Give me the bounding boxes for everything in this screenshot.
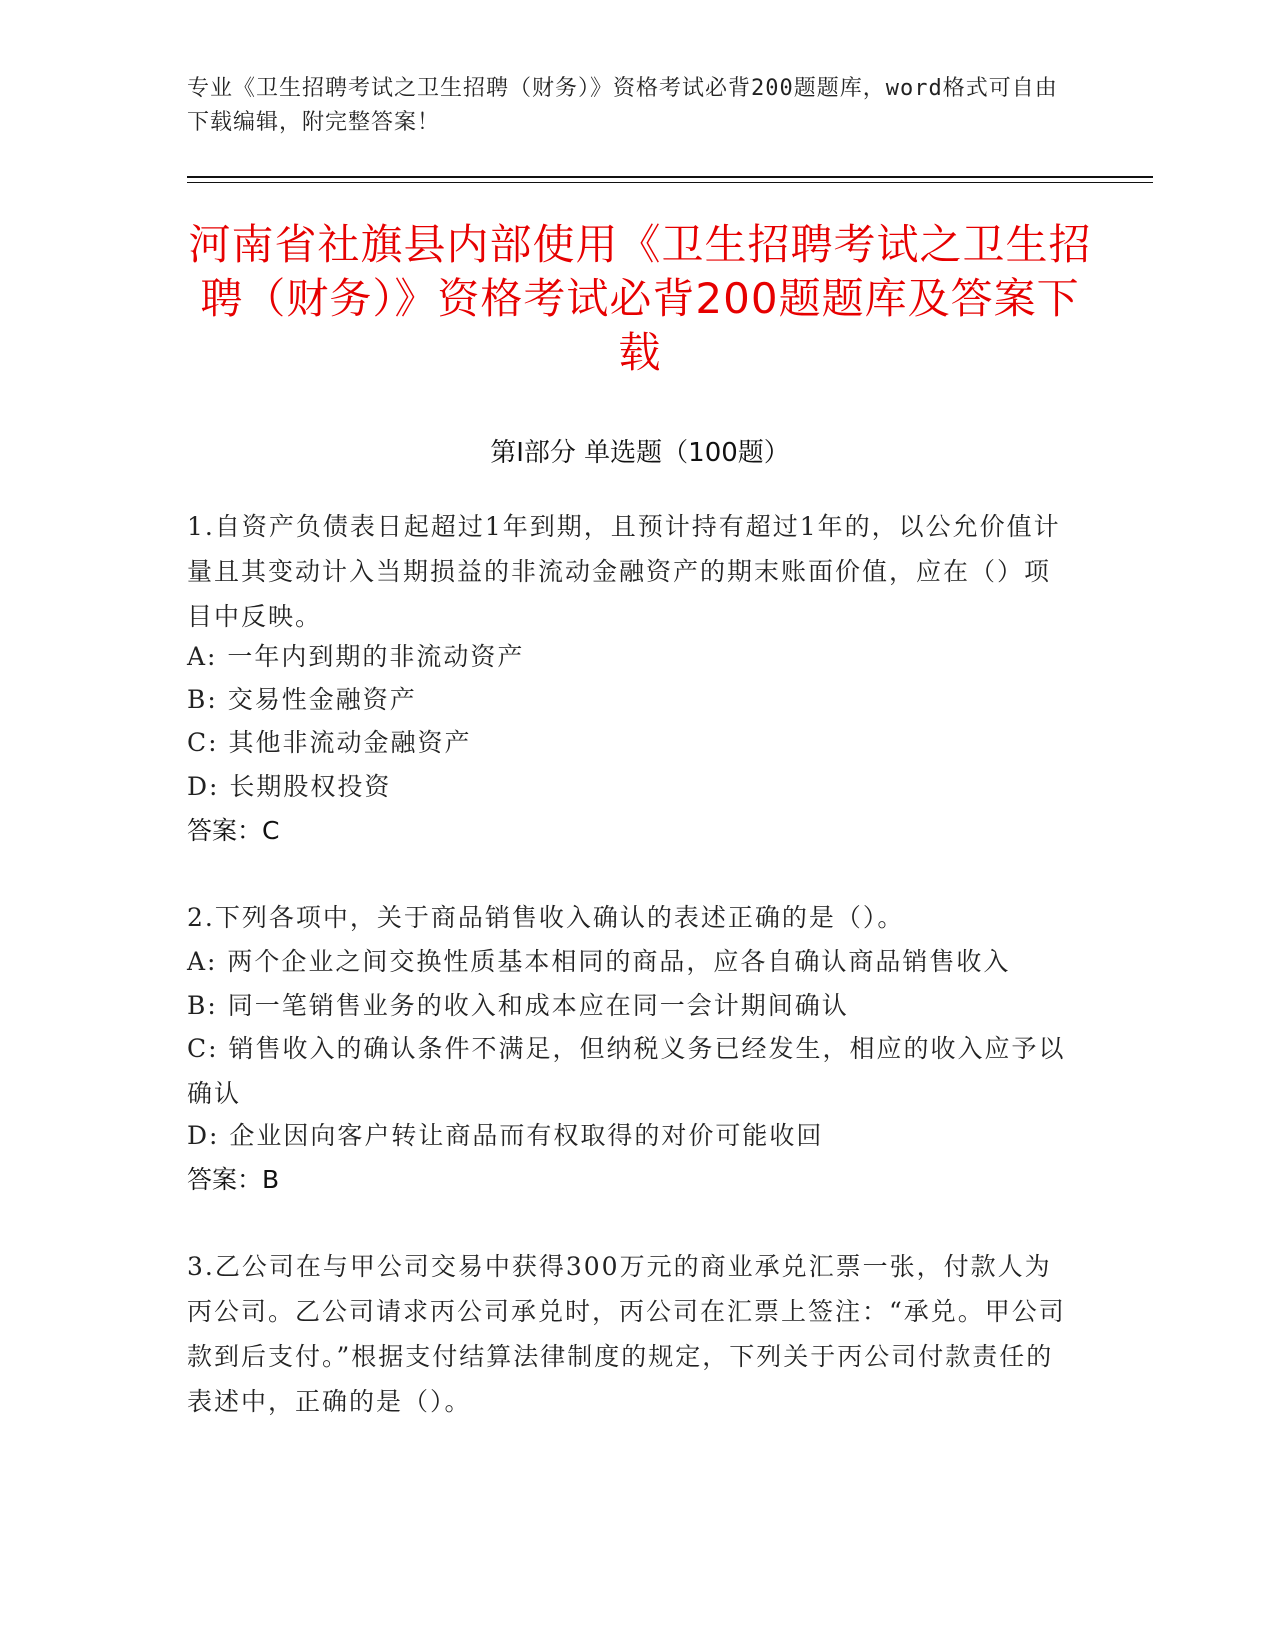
question-1-option-c: C: 其他非流动金融资产 [187,728,472,757]
question-2-option-b: B: 同一笔销售业务的收入和成本应在同一会计期间确认 [187,991,849,1020]
question-1-option-d: D: 长期股权投资 [187,772,392,801]
question-2-option-c: C: 销售收入的确认条件不满足，但纳税义务已经发生，相应的收入应予以确认 [187,1034,1066,1108]
question-2-answer: 答案：B [187,1165,280,1194]
header-divider-thick [187,176,1153,178]
question-2-text: 2.下列各项中，关于商品销售收入确认的表述正确的是（）。 [187,903,905,932]
question-1-text: 1.自资产负债表日起超过1年到期，且预计持有超过1年的，以公允价值计量且其变动计入当期损益的非流动金融资产的期末账面价值，应在（）项目中反映。 [187,512,1061,631]
header-note: 专业《卫生招聘考试之卫生招聘（财务）》资格考试必背200题题库，word格式可自由下载编辑，附完整答案！ [187,76,1058,135]
question-2-option-d: D: 企业因向客户转让商品而有权取得的对价可能收回 [187,1121,824,1150]
question-2-option-a: A: 两个企业之间交换性质基本相同的商品，应各自确认商品销售收入 [187,947,1011,976]
document-title: 河南省社旗县内部使用《卫生招聘考试之卫生招聘（财务）》资格考试必背200题题库及答案下载 [188,220,1092,377]
header-divider-thin [187,182,1153,183]
question-1-option-b: B: 交易性金融资产 [187,685,417,714]
question-1-answer: 答案：C [187,816,280,845]
question-1-option-a: A: 一年内到期的非流动资产 [187,642,525,671]
section-heading: 第Ⅰ部分 单选题（100题） [490,438,790,468]
question-3-text: 3.乙公司在与甲公司交易中获得300万元的商业承兑汇票一张，付款人为丙公司。乙公司请求丙公司承兑时，丙公司在汇票上签注：“承兑。甲公司款到后支付。”根据支付结算法律制度的规定，下列关于丙公司付款责任的表述中，正确的是（）。 [187,1252,1066,1416]
